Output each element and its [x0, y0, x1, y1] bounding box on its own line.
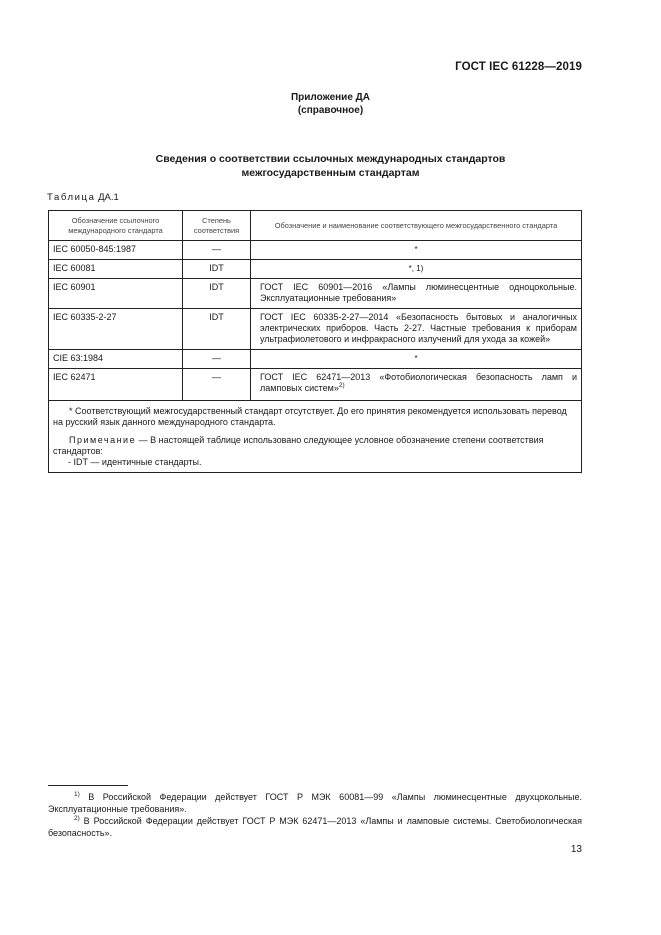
table-header-row — [49, 211, 582, 241]
table-row — [49, 369, 582, 401]
footnote-2 — [48, 815, 582, 839]
cell-reference: IEC 60901 — [49, 279, 183, 309]
table-row — [49, 309, 582, 350]
cell-reference: IEC 60081 — [49, 260, 183, 279]
cell-degree: — — [183, 369, 251, 401]
cell-reference: IEC 60050-845:1987 — [49, 241, 183, 260]
table-caption-number: ДА.1 — [98, 192, 119, 203]
footnote-text: В Российской Федерации действует ГОСТ Р МЭК 62471—2013 «Лампы и ламповые системы. Светобиологическая безопасность». — [48, 816, 582, 838]
correspondence-table — [48, 210, 582, 473]
header-interstate-standard: Обозначение и наименование соответствующего межгосударственного стандарта — [251, 211, 582, 241]
footnote-mark: 1) — [74, 791, 80, 798]
cell-degree: — — [183, 241, 251, 260]
footnote-separator — [48, 785, 128, 786]
footnote-1 — [48, 791, 582, 815]
footnote-text: В Российской Федерации действует ГОСТ Р МЭК 60081—99 «Лампы люминесцентные двухцокольные. Эксплуатационные требования». — [48, 792, 582, 814]
cell-gost: * — [251, 241, 582, 260]
table-caption — [47, 192, 119, 203]
section-title-line-1: Сведения о соответствии ссылочных международных стандартов — [155, 153, 506, 165]
appendix-kind: (справочное) — [297, 105, 364, 116]
note-label: Примечание — [69, 435, 137, 445]
cell-gost: ГОСТ IEC 60335-2-27—2014 «Безопасность бытовых и аналогичных электрических приборов. Часть 2-27. Частные требования к приборам ультрафиолетового и инфракрасного излучений для ухода за кожей» — [251, 309, 582, 350]
cell-reference: CIE 63:1984 — [49, 350, 183, 369]
note-paragraph — [53, 435, 576, 457]
standard-designation: ГОСТ IEC 61228—2019 — [455, 61, 582, 73]
cell-gost-text: ГОСТ IEC 62471—2013 «Фотобиологическая безопасность ламп и ламповых систем» — [260, 372, 577, 393]
cell-degree: — — [183, 350, 251, 369]
table-caption-label: Таблица — [47, 192, 96, 203]
table-row — [49, 279, 582, 309]
page-number: 13 — [570, 844, 582, 855]
header-reference-standard: Обозначение ссылочного международного стандарта — [49, 211, 183, 241]
cell-degree: IDT — [183, 279, 251, 309]
section-title-line-2: межгосударственным стандартам — [241, 167, 420, 179]
cell-degree: IDT — [183, 260, 251, 279]
appendix-title: Приложение ДА — [290, 92, 371, 103]
cell-gost: ГОСТ IEC 60901—2016 «Лампы люминесцентные одноцокольные. Эксплуатационные требования» — [251, 279, 582, 309]
cell-gost: * — [251, 350, 582, 369]
note-item: - IDT — идентичные стандарты. — [68, 457, 202, 467]
note-star: * Соответствующий межгосударственный стандарт отсутствует. До его принятия рекомендуется использовать перевод на русский язык данного международного стандарта. — [53, 406, 567, 427]
table-notes-row — [49, 401, 582, 473]
note-text: — В настоящей таблице использовано следующее условное обозначение степени соответствия стандартов: — [53, 435, 544, 456]
cell-gost: *, 1) — [251, 260, 582, 279]
table-notes — [49, 401, 582, 473]
table-row — [49, 260, 582, 279]
header-degree: Степень соответствия — [183, 211, 251, 241]
cell-reference: IEC 62471 — [49, 369, 183, 401]
cell-degree: IDT — [183, 309, 251, 350]
cell-reference: IEC 60335-2-27 — [49, 309, 183, 350]
cell-gost — [251, 369, 582, 401]
footnote-ref-2: 2) — [338, 382, 345, 389]
footnote-mark: 2) — [74, 815, 80, 822]
table-row — [49, 350, 582, 369]
table-row — [49, 241, 582, 260]
